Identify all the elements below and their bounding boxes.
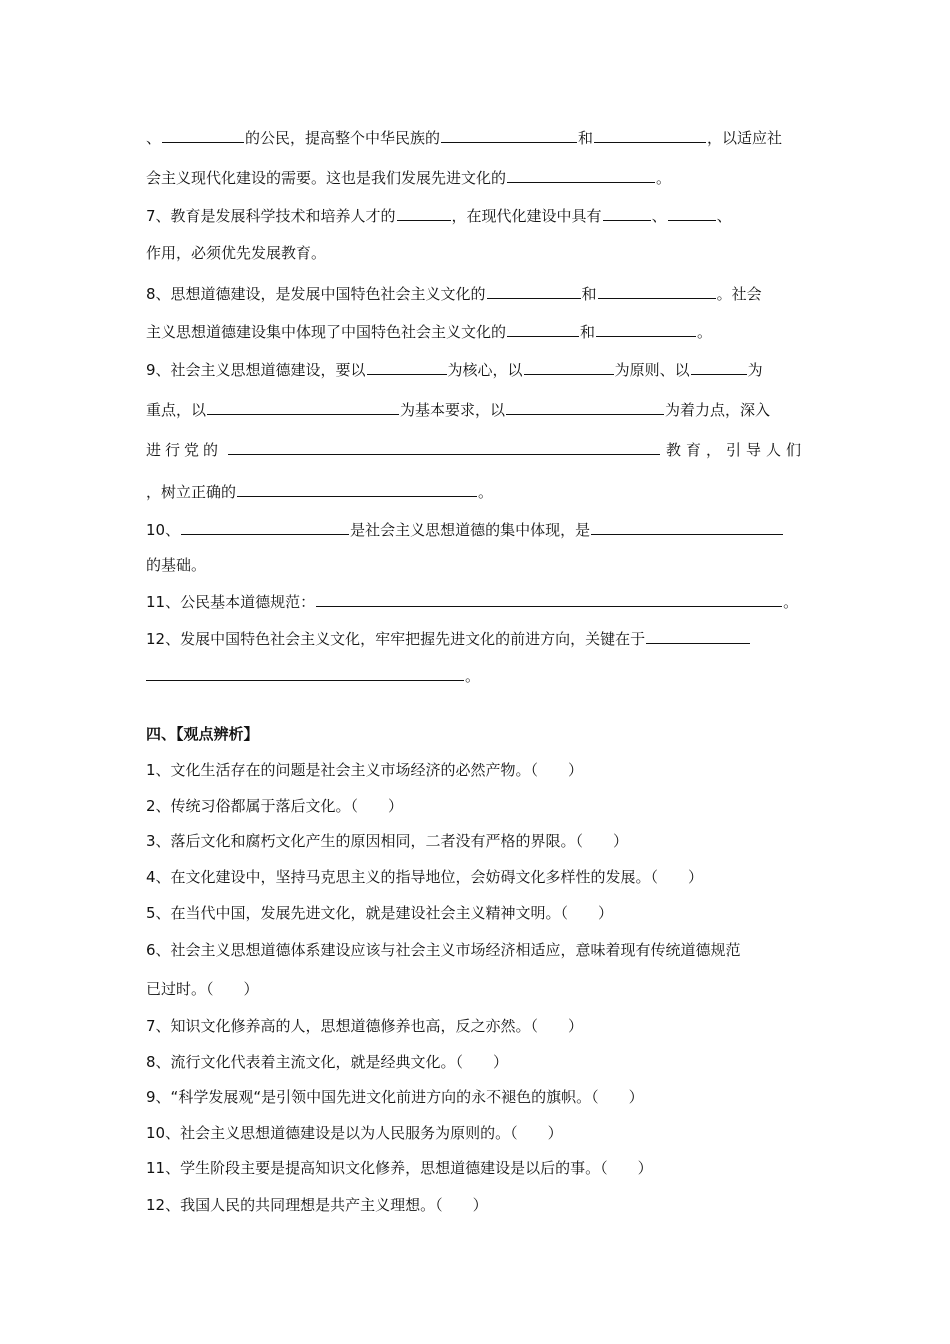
q10-line-2 xyxy=(146,555,806,575)
text: 。 xyxy=(465,667,481,685)
text: 。 xyxy=(697,323,713,341)
q8-line-1 xyxy=(146,284,806,304)
list-item: 4、在文化建设中，坚持马克思主义的指导地位，会妨碍文化多样性的发展。（ ） xyxy=(146,868,704,886)
answer-blank[interactable] xyxy=(591,520,783,535)
list-item: 11、学生阶段主要是提高知识文化修养，思想道德建设是以后的事。（ ） xyxy=(146,1159,653,1177)
text: 的基础。 xyxy=(146,556,207,574)
answer-blank[interactable] xyxy=(506,400,664,415)
answer-blank[interactable] xyxy=(524,360,614,375)
section-heading: 四、【观点辨析】 xyxy=(146,725,259,743)
text: 、 xyxy=(716,207,732,225)
text: 。 xyxy=(478,483,494,501)
q12-line-1 xyxy=(146,629,806,649)
text: 12、发展中国特色社会主义文化，牢牢把握先进文化的前进方向，关键在于 xyxy=(146,630,646,648)
text: 为基本要求，以 xyxy=(400,401,506,419)
text: 是社会主义思想道德的集中体现，是 xyxy=(350,521,591,539)
text: 为着力点，深入 xyxy=(665,401,771,419)
text: 。 xyxy=(656,169,672,187)
q7-line-2 xyxy=(146,243,806,263)
text: 会主义现代化建设的需要。这也是我们发展先进文化的 xyxy=(146,169,507,187)
text: 的公民，提高整个中华民族的 xyxy=(245,129,441,147)
q12-line-2 xyxy=(146,666,806,686)
answer-blank[interactable] xyxy=(397,206,451,221)
answer-blank[interactable] xyxy=(207,400,399,415)
q10-line-1 xyxy=(146,520,806,540)
text: 为核心，以 xyxy=(447,361,523,379)
answer-blank[interactable] xyxy=(367,360,447,375)
q9-line-1 xyxy=(146,360,806,380)
q7-line-1 xyxy=(146,206,806,226)
q9-line-3 xyxy=(146,440,806,460)
text: 9、社会主义思想道德建设，要以 xyxy=(146,361,366,379)
text: 进行党的 xyxy=(146,441,223,459)
answer-blank[interactable] xyxy=(441,128,577,143)
text: 重点，以 xyxy=(146,401,207,419)
answer-blank[interactable] xyxy=(316,592,782,607)
text: ，以适应社 xyxy=(707,129,783,147)
list-item: 9、“科学发展观“是引领中国先进文化前进方向的永不褪色的旗帜。（ ） xyxy=(146,1088,644,1106)
answer-blank[interactable] xyxy=(487,284,581,299)
q9-line-4 xyxy=(146,482,806,502)
answer-blank[interactable] xyxy=(668,206,716,221)
answer-blank[interactable] xyxy=(181,520,349,535)
answer-blank[interactable] xyxy=(603,206,651,221)
text: 主义思想道德建设集中体现了中国特色社会主义文化的 xyxy=(146,323,507,341)
text: 、 xyxy=(651,207,667,225)
answer-blank[interactable] xyxy=(237,482,477,497)
list-item: 6、社会主义思想道德体系建设应该与社会主义市场经济相适应，意味着现有传统道德规范 xyxy=(146,941,741,959)
q8-line-2 xyxy=(146,322,806,342)
text: 和 xyxy=(580,323,596,341)
list-item: 2、传统习俗都属于落后文化。（ ） xyxy=(146,797,404,815)
text: 和 xyxy=(581,285,597,303)
answer-blank[interactable] xyxy=(691,360,747,375)
text: 为 xyxy=(747,361,763,379)
answer-blank[interactable] xyxy=(146,666,464,681)
q9-line-2 xyxy=(146,400,806,420)
list-item: 7、知识文化修养高的人，思想道德修养也高，反之亦然。（ ） xyxy=(146,1017,584,1035)
q6-line-2 xyxy=(146,168,806,188)
text: ，在现代化建设中具有 xyxy=(451,207,602,225)
text: 。社会 xyxy=(716,285,762,303)
list-item: 12、我国人民的共同理想是共产主义理想。（ ） xyxy=(146,1196,488,1214)
answer-blank[interactable] xyxy=(646,629,750,644)
list-item: 1、文化生活存在的问题是社会主义市场经济的必然产物。（ ） xyxy=(146,761,584,779)
text: 11、公民基本道德规范： xyxy=(146,593,316,611)
answer-blank[interactable] xyxy=(598,284,716,299)
text: 教育，引导人们 xyxy=(665,441,806,459)
text: 。 xyxy=(783,593,799,611)
answer-blank[interactable] xyxy=(162,128,244,143)
list-item: 10、社会主义思想道德建设是以为人民服务为原则的。（ ） xyxy=(146,1124,563,1142)
text: 10、 xyxy=(146,521,181,539)
text: 为原则、以 xyxy=(614,361,690,379)
text: 8、思想道德建设，是发展中国特色社会主义文化的 xyxy=(146,285,486,303)
q6-line-1 xyxy=(146,128,806,148)
answer-blank[interactable] xyxy=(228,440,660,455)
text: 作用，必须优先发展教育。 xyxy=(146,244,327,262)
text: 7、教育是发展科学技术和培养人才的 xyxy=(146,207,396,225)
answer-blank[interactable] xyxy=(507,168,655,183)
answer-blank[interactable] xyxy=(507,322,579,337)
answer-blank[interactable] xyxy=(596,322,696,337)
list-item: 8、流行文化代表着主流文化，就是经典文化。（ ） xyxy=(146,1053,509,1071)
list-item: 已过时。（ ） xyxy=(146,980,259,998)
text: 、 xyxy=(146,129,162,147)
answer-blank[interactable] xyxy=(594,128,706,143)
list-item: 5、在当代中国，发展先进文化，就是建设社会主义精神文明。（ ） xyxy=(146,904,614,922)
text: 和 xyxy=(578,129,594,147)
text: ，树立正确的 xyxy=(146,483,237,501)
list-item: 3、落后文化和腐朽文化产生的原因相同，二者没有严格的界限。（ ） xyxy=(146,832,629,850)
q11-line-1 xyxy=(146,592,806,612)
